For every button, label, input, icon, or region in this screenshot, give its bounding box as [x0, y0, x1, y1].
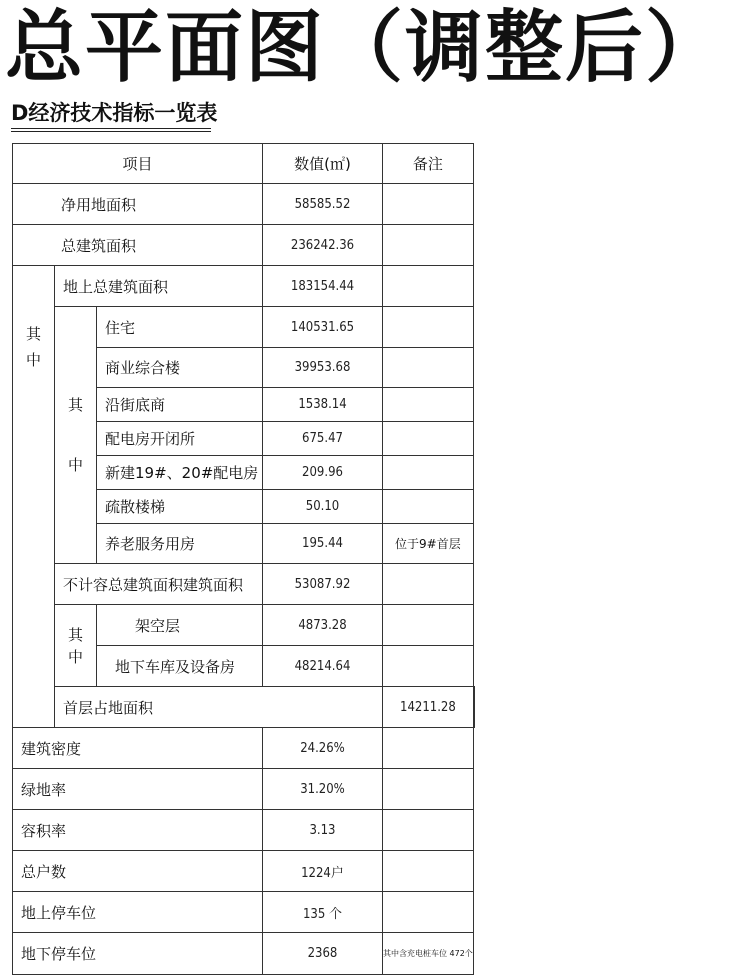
- section-title-underline-2: [11, 131, 211, 132]
- inner-group-label-below-text: 其中: [67, 625, 83, 666]
- row-label-residential: 住宅: [97, 307, 263, 348]
- row-note-net-land: [383, 184, 474, 225]
- row-note-far: [383, 810, 474, 851]
- row-note-surface-parking: [383, 892, 474, 933]
- row-value-households: 1224户: [263, 851, 383, 892]
- table-header-row: [13, 144, 475, 184]
- table-row: [13, 307, 475, 348]
- row-label-ground-footprint: 首层占地面积: [55, 687, 383, 728]
- row-value-surface-parking: 135 个: [263, 892, 383, 933]
- row-value-excluded-far: 53087.92: [263, 564, 383, 605]
- row-value-ground-footprint: 14211.28: [383, 687, 474, 728]
- outer-group-label-text: 其中: [25, 325, 41, 369]
- row-note-evacuation-stairs: [383, 490, 474, 524]
- row-label-households: 总户数: [13, 851, 263, 892]
- table-row: [13, 728, 475, 769]
- table-row: [13, 810, 475, 851]
- table-row: [13, 605, 475, 646]
- row-note-building-density: [383, 728, 474, 769]
- row-note-underground-garage: [383, 646, 474, 687]
- row-label-underground-parking: 地下停车位: [13, 933, 263, 975]
- page-title: 总平面图（调整后）: [4, 3, 725, 93]
- row-label-underground-garage: 地下车库及设备房: [97, 646, 263, 687]
- outer-group-label: [13, 266, 55, 728]
- row-note-excluded-far: [383, 564, 474, 605]
- row-label-commercial-complex: 商业综合楼: [97, 348, 263, 388]
- row-note-underground-parking: 其中含充电桩车位 472个: [383, 933, 474, 975]
- row-value-stilt-floor: 4873.28: [263, 605, 383, 646]
- row-label-evacuation-stairs: 疏散楼梯: [97, 490, 263, 524]
- row-label-surface-parking: 地上停车位: [13, 892, 263, 933]
- row-value-street-shops: 1538.14: [263, 388, 383, 422]
- row-label-street-shops: 沿街底商: [97, 388, 263, 422]
- row-note-households: [383, 851, 474, 892]
- table-row: [13, 564, 475, 605]
- table-row: [13, 184, 475, 225]
- row-value-green-ratio: 31.20%: [263, 769, 383, 810]
- row-note-above-ground: [383, 266, 474, 307]
- inner-group-label-below: [55, 605, 97, 687]
- row-label-new-substations: 新建19#、20#配电房: [97, 456, 263, 490]
- table-row: [13, 933, 475, 975]
- row-label-stilt-floor: 架空层: [97, 605, 263, 646]
- row-note-total-gfa: [383, 225, 474, 266]
- row-note-stilt-floor: [383, 605, 474, 646]
- row-note-elderly-service: 位于9#首层: [383, 524, 474, 564]
- section-title: D经济技术指标一览表: [11, 101, 218, 125]
- table-row: [13, 892, 475, 933]
- row-value-commercial-complex: 39953.68: [263, 348, 383, 388]
- table-row: [13, 851, 475, 892]
- row-note-switching-station: [383, 422, 474, 456]
- row-note-commercial-complex: [383, 348, 474, 388]
- row-label-excluded-far: 不计容总建筑面积建筑面积: [55, 564, 263, 605]
- row-value-far: 3.13: [263, 810, 383, 851]
- row-label-green-ratio: 绿地率: [13, 769, 263, 810]
- row-label-elderly-service: 养老服务用房: [97, 524, 263, 564]
- row-value-building-density: 24.26%: [263, 728, 383, 769]
- row-note-green-ratio: [383, 769, 474, 810]
- row-value-switching-station: 675.47: [263, 422, 383, 456]
- row-value-total-gfa: 236242.36: [263, 225, 383, 266]
- inner-group-label-above: [55, 307, 97, 564]
- row-note-residential: [383, 307, 474, 348]
- header-item: 项目: [13, 144, 263, 184]
- row-label-far: 容积率: [13, 810, 263, 851]
- row-value-evacuation-stairs: 50.10: [263, 490, 383, 524]
- row-label-above-ground: 地上总建筑面积: [55, 266, 263, 307]
- table-row: [13, 769, 475, 810]
- row-note-ground-footprint: [473, 687, 474, 728]
- inner-group-label-above-text: 其中: [67, 396, 83, 474]
- table-row: [13, 266, 475, 307]
- table-row: [13, 225, 475, 266]
- row-value-elderly-service: 195.44: [263, 524, 383, 564]
- table-row: [13, 687, 475, 728]
- indicators-table-container: [12, 143, 475, 975]
- row-label-building-density: 建筑密度: [13, 728, 263, 769]
- row-value-net-land: 58585.52: [263, 184, 383, 225]
- header-note: 备注: [383, 144, 474, 184]
- row-value-new-substations: 209.96: [263, 456, 383, 490]
- row-value-underground-parking: 2368: [263, 933, 383, 975]
- row-label-net-land: 净用地面积: [13, 184, 263, 225]
- row-value-residential: 140531.65: [263, 307, 383, 348]
- section-title-underline: [11, 128, 211, 129]
- header-value: 数值(㎡): [263, 144, 383, 184]
- row-value-underground-garage: 48214.64: [263, 646, 383, 687]
- row-value-above-ground: 183154.44: [263, 266, 383, 307]
- economic-indicators-table: [12, 143, 475, 975]
- row-note-new-substations: [383, 456, 474, 490]
- row-note-street-shops: [383, 388, 474, 422]
- row-label-switching-station: 配电房开闭所: [97, 422, 263, 456]
- row-label-total-gfa: 总建筑面积: [13, 225, 263, 266]
